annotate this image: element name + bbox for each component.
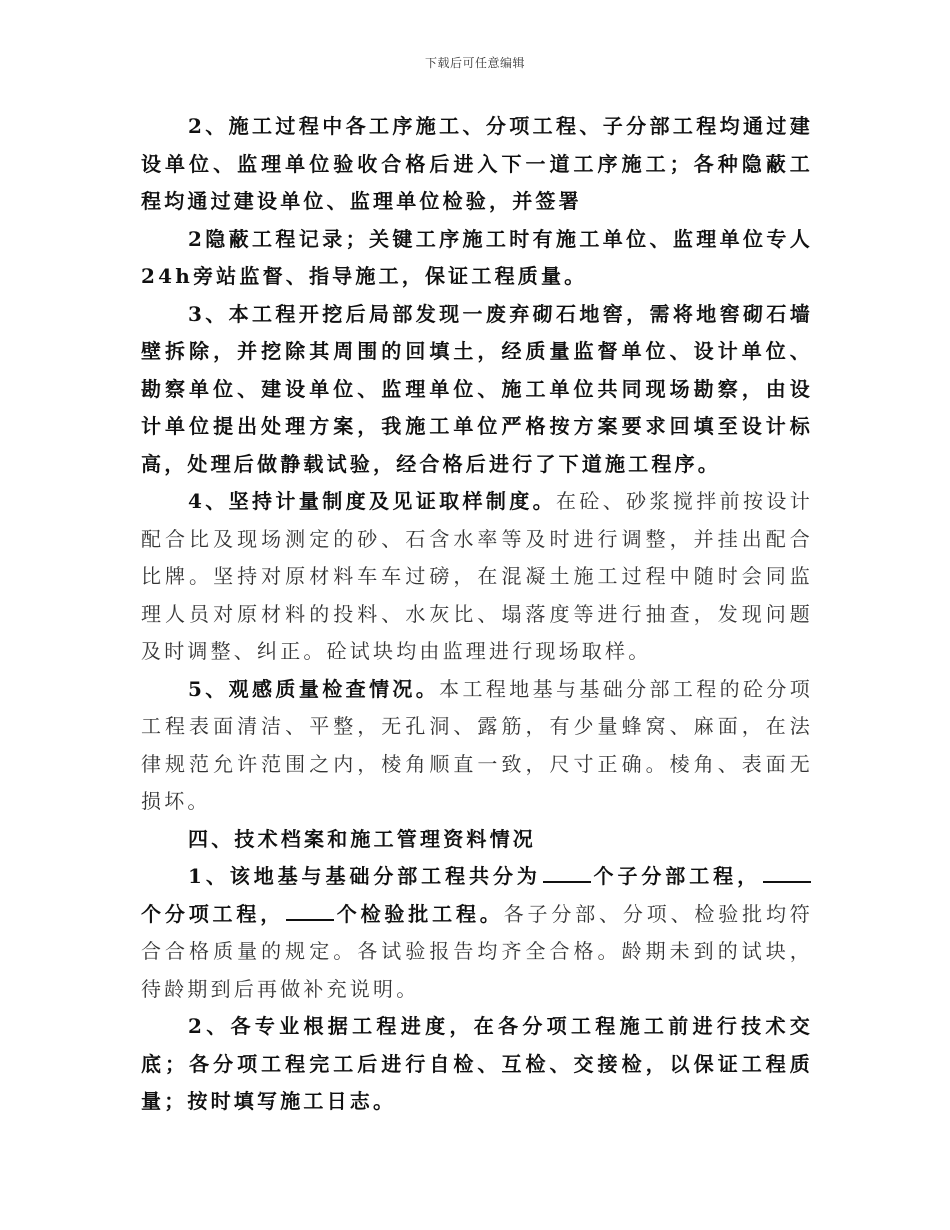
paragraph-6-part-d: 个检验批工程。 [336,901,504,926]
paragraph-3: 3、本工程开挖后局部发现一废弃砌石地窖，需将地窖砌石墙壁拆除，并挖除其周围的回填土，经质量监督单位、设计单位、勘察单位、建设单位、监理单位、施工单位共同现场勘察，由设计单位提出处理方案，我施工单位严格按方案要求回填至设计标高，处理后做静载试验，经合格后进行了下道施工程序。 [141,301,813,476]
page-header: 下载后可任意编辑 [424,56,525,70]
document-body [141,108,813,1121]
paragraph-2: 2隐蔽工程记录；关键工序施工时有施工单位、监理单位专人24h旁站监督、指导施工，保证工程质量。 [141,226,813,288]
blank-item-count [763,863,811,883]
paragraph-4-body: 在砼、砂浆搅拌前按设计配合比及现场测定的砂、石含水率等及时进行调整，并挂出配合比牌。坚持对原材料车车过磅，在混凝土施工过程中随时会同监理人员对原材料的投料、水灰比、塌落度等进行抽查，发现问题及时调整、纠正。砼试块均由监理进行现场取样。 [141,489,813,663]
paragraph-5-body: 本工程地基与基础分部工程的砼分项工程表面清洁、平整，无孔洞、露筋，有少量蜂窝、麻面，在法律规范允许范围之内，棱角顺直一致，尺寸正确。棱角、表面无损坏。 [141,676,813,813]
paragraph-7: 2、各专业根据工程进度，在各分项工程施工前进行技术交底；各分项工程完工后进行自检、互检、交接检，以保证工程质量；按时填写施工日志。 [141,1014,813,1113]
paragraph-4 [141,483,813,671]
paragraph-6-part-c: 个分项工程， [141,901,285,926]
paragraph-5-lead: 5、观感质量检查情况。 [188,676,440,701]
paragraph-6-body: 各子分部、分项、检验批均符合合格质量的规定。各试验报告均齐全合格。龄期未到的试块，待龄期到后再做补充说明。 [141,901,814,1001]
paragraph-5 [141,671,813,821]
paragraph-1: 2、施工过程中各工序施工、分项工程、子分部工程均通过建设单位、监理单位验收合格后进入下一道工序施工；各种隐蔽工程均通过建设单位、监理单位检验，并签署 [141,114,813,213]
paragraph-6-part-b: 个子分部工程， [592,864,761,888]
blank-subdivision-count [543,863,591,883]
paragraph-6 [141,858,813,1008]
paragraph-6-part-a: 1、该地基与基础分部工程共分为 [188,864,541,888]
paragraph-4-lead: 4、坚持计量制度及见证取样制度。 [188,489,556,513]
section-heading-4: 四、技术档案和施工管理资料情况 [188,826,536,851]
blank-batch-count [286,901,334,921]
